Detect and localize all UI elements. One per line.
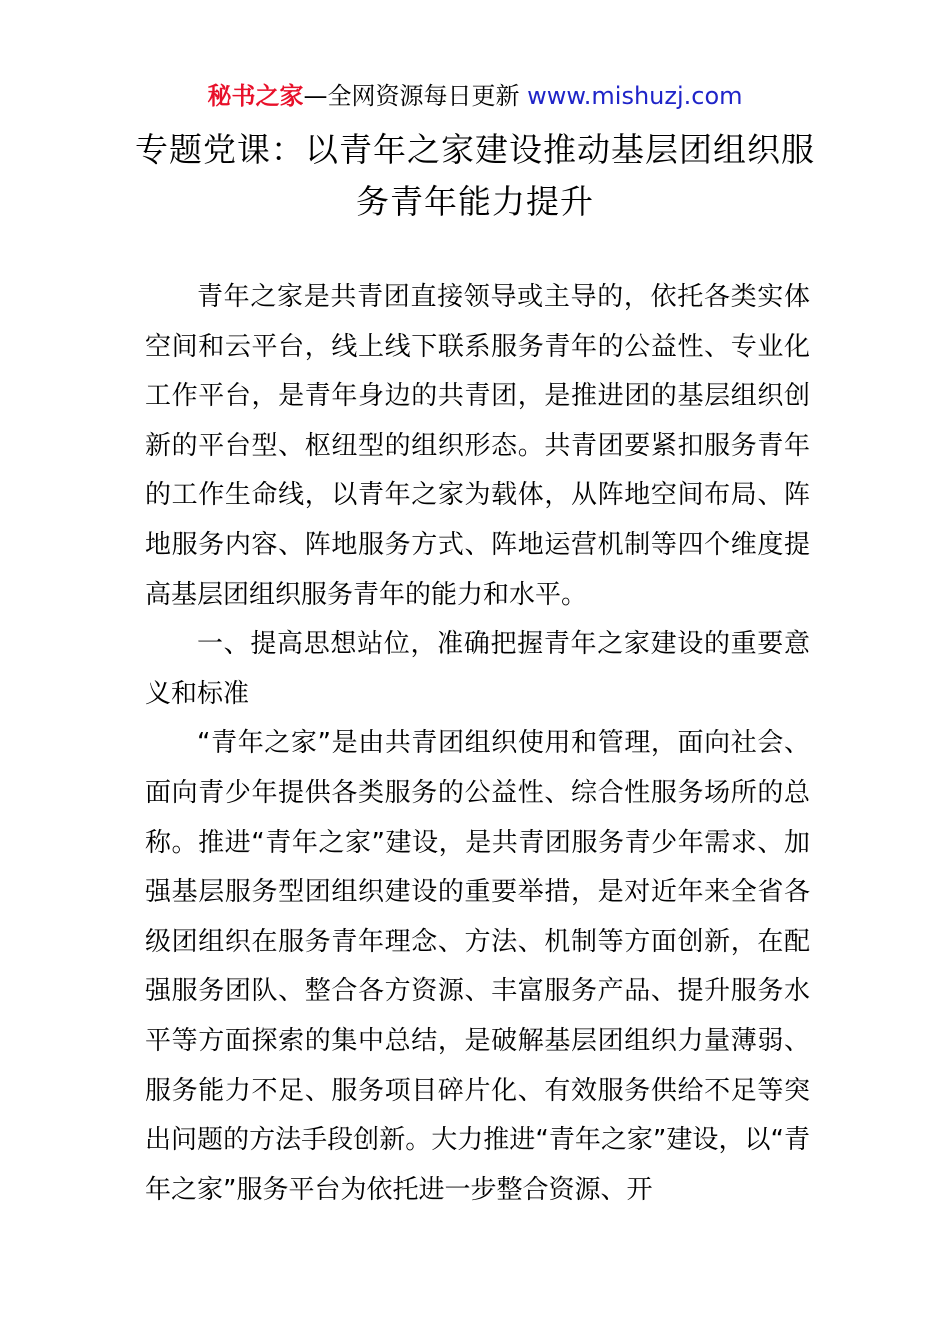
site-brand: 秘书之家 xyxy=(207,82,304,110)
site-banner xyxy=(0,80,950,112)
title-line-2: 务青年能力提升 xyxy=(356,182,594,221)
document-body xyxy=(145,273,810,1215)
title-line-1: 专题党课：以青年之家建设推动基层团组织服 xyxy=(135,130,815,169)
site-url-link[interactable]: www.mishuzj.com xyxy=(527,82,743,110)
site-tagline: —全网资源每日更新 xyxy=(303,82,528,110)
body-paragraph-intro: 青年之家是共青团直接领导或主导的，依托各类实体空间和云平台，线上线下联系服务青年的公益性、专业化工作平台，是青年身边的共青团，是推进团的基层组织创新的平台型、枢纽型的组织形态。共青团要紧扣服务青年的工作生命线，以青年之家为载体，从阵地空间布局、阵地服务内容、阵地服务方式、阵地运营机制等四个维度提高基层团组织服务青年的能力和水平。 xyxy=(145,282,810,610)
section-heading-1: 一、提高思想站位，准确把握青年之家建设的重要意义和标准 xyxy=(145,629,810,709)
document-title xyxy=(100,124,850,228)
body-paragraph-section-1: “青年之家”是由共青团组织使用和管理，面向社会、面向青少年提供各类服务的公益性、综合性服务场所的总称。推进“青年之家”建设，是共青团服务青少年需求、加强基层服务型团组织建设的重要举措，是对近年来全省各级团组织在服务青年理念、方法、机制等方面创新，在配强服务团队、整合各方资源、丰富服务产品、提升服务水平等方面探索的集中总结，是破解基层团组织力量薄弱、服务能力不足、服务项目碎片化、有效服务供给不足等突出问题的方法手段创新。大力推进“青年之家”建设，以“青年之家”服务平台为依托进一步整合资源、开 xyxy=(145,728,810,1205)
